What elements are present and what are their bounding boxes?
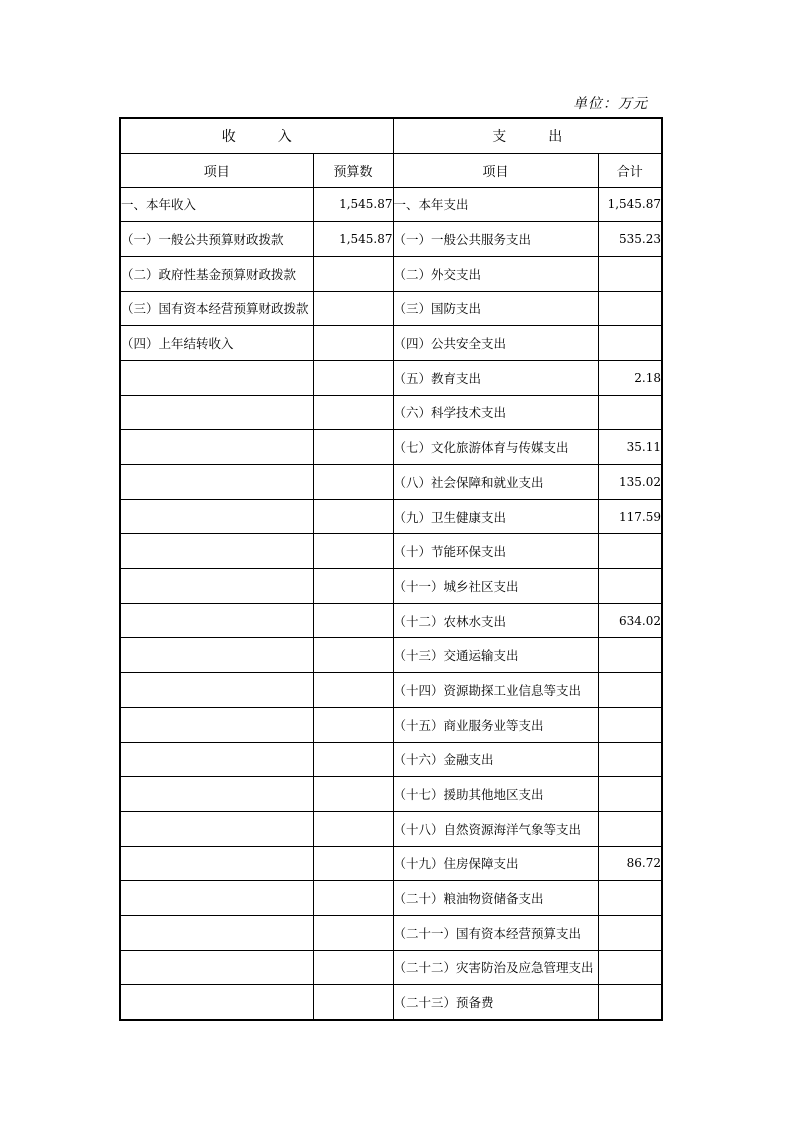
income-amount-column-header: 预算数 <box>313 153 393 187</box>
table-row <box>120 534 662 569</box>
income-amount-cell <box>313 291 393 326</box>
expense-item-cell: （十五）商业服务业等支出 <box>393 707 598 742</box>
table-row <box>120 881 662 916</box>
income-amount-cell <box>313 915 393 950</box>
expense-item-cell: 一、本年支出 <box>393 187 598 222</box>
section-header-row <box>120 118 662 153</box>
income-amount-cell <box>313 569 393 604</box>
expense-amount-cell: 86.72 <box>598 846 662 881</box>
expense-amount-cell <box>598 742 662 777</box>
expense-amount-cell <box>598 326 662 361</box>
income-item-cell <box>120 846 313 881</box>
income-item-cell <box>120 395 313 430</box>
unit-label: 单位：万元 <box>573 96 648 112</box>
income-item-column-header: 项目 <box>120 153 313 187</box>
income-item-cell <box>120 777 313 812</box>
expense-amount-cell <box>598 638 662 673</box>
table-row <box>120 465 662 500</box>
expense-item-cell: （十七）援助其他地区支出 <box>393 777 598 812</box>
income-item-cell <box>120 673 313 708</box>
table-row <box>120 603 662 638</box>
table-row <box>120 673 662 708</box>
income-amount-cell <box>313 777 393 812</box>
expense-item-cell: （七）文化旅游体育与传媒支出 <box>393 430 598 465</box>
expense-section-header: 支 出 <box>393 118 662 153</box>
expense-amount-cell <box>598 915 662 950</box>
expense-item-cell: （二十三）预备费 <box>393 985 598 1020</box>
income-amount-cell <box>313 395 393 430</box>
table-row <box>120 950 662 985</box>
expense-amount-cell: 535.23 <box>598 222 662 257</box>
income-amount-cell <box>313 326 393 361</box>
income-amount-cell <box>313 430 393 465</box>
income-amount-cell <box>313 985 393 1020</box>
income-amount-cell <box>313 360 393 395</box>
table-row <box>120 742 662 777</box>
income-item-cell <box>120 985 313 1020</box>
expense-item-cell: （八）社会保障和就业支出 <box>393 465 598 500</box>
expense-item-cell: （二十）粮油物资储备支出 <box>393 881 598 916</box>
expense-amount-cell: 2.18 <box>598 360 662 395</box>
table-row <box>120 395 662 430</box>
expense-item-cell: （十六）金融支出 <box>393 742 598 777</box>
income-amount-cell <box>313 465 393 500</box>
expense-item-cell: （九）卫生健康支出 <box>393 499 598 534</box>
expense-amount-column-header: 合计 <box>598 153 662 187</box>
expense-item-cell: （三）国防支出 <box>393 291 598 326</box>
expense-item-cell: （六）科学技术支出 <box>393 395 598 430</box>
income-item-cell <box>120 569 313 604</box>
income-amount-cell <box>313 846 393 881</box>
income-amount-cell: 1,545.87 <box>313 187 393 222</box>
expense-amount-cell <box>598 881 662 916</box>
expense-item-cell: （十四）资源勘探工业信息等支出 <box>393 673 598 708</box>
expense-item-cell: （十二）农林水支出 <box>393 603 598 638</box>
table-row <box>120 326 662 361</box>
table-row <box>120 811 662 846</box>
income-item-cell: （三）国有资本经营预算财政拨款 <box>120 291 313 326</box>
table-row <box>120 638 662 673</box>
income-amount-cell <box>313 673 393 708</box>
budget-table <box>119 117 663 1021</box>
expense-amount-cell <box>598 673 662 708</box>
table-row <box>120 707 662 742</box>
income-item-cell: 一、本年收入 <box>120 187 313 222</box>
income-amount-cell <box>313 534 393 569</box>
expense-amount-cell <box>598 707 662 742</box>
expense-item-cell: （十三）交通运输支出 <box>393 638 598 673</box>
income-amount-cell <box>313 811 393 846</box>
table-row <box>120 291 662 326</box>
expense-amount-cell: 1,545.87 <box>598 187 662 222</box>
income-item-cell <box>120 534 313 569</box>
expense-item-cell: （二十二）灾害防治及应急管理支出 <box>393 950 598 985</box>
income-amount-cell <box>313 256 393 291</box>
expense-amount-cell <box>598 534 662 569</box>
income-item-cell <box>120 430 313 465</box>
table-row <box>120 499 662 534</box>
expense-amount-cell: 634.02 <box>598 603 662 638</box>
expense-amount-cell: 35.11 <box>598 430 662 465</box>
income-item-cell <box>120 742 313 777</box>
table-row <box>120 187 662 222</box>
table-row <box>120 569 662 604</box>
expense-amount-cell: 117.59 <box>598 499 662 534</box>
table-body <box>120 187 662 1020</box>
expense-item-cell: （十一）城乡社区支出 <box>393 569 598 604</box>
table-row <box>120 430 662 465</box>
income-item-cell: （二）政府性基金预算财政拨款 <box>120 256 313 291</box>
income-amount-cell <box>313 603 393 638</box>
income-item-cell: （四）上年结转收入 <box>120 326 313 361</box>
income-item-cell <box>120 811 313 846</box>
expense-item-cell: （十）节能环保支出 <box>393 534 598 569</box>
expense-amount-cell <box>598 291 662 326</box>
income-amount-cell <box>313 499 393 534</box>
income-amount-cell <box>313 881 393 916</box>
table-row <box>120 915 662 950</box>
income-item-cell <box>120 950 313 985</box>
expense-amount-cell <box>598 395 662 430</box>
income-amount-cell <box>313 638 393 673</box>
expense-item-cell: （二）外交支出 <box>393 256 598 291</box>
income-amount-cell <box>313 950 393 985</box>
expense-amount-cell <box>598 985 662 1020</box>
expense-amount-cell <box>598 569 662 604</box>
expense-item-cell: （十八）自然资源海洋气象等支出 <box>393 811 598 846</box>
expense-item-cell: （一）一般公共服务支出 <box>393 222 598 257</box>
expense-item-cell: （十九）住房保障支出 <box>393 846 598 881</box>
income-amount-cell: 1,545.87 <box>313 222 393 257</box>
expense-amount-cell <box>598 950 662 985</box>
table-row <box>120 360 662 395</box>
expense-item-cell: （四）公共安全支出 <box>393 326 598 361</box>
income-item-cell <box>120 915 313 950</box>
table-row <box>120 222 662 257</box>
expense-amount-cell: 135.02 <box>598 465 662 500</box>
table-row <box>120 985 662 1020</box>
income-item-cell <box>120 360 313 395</box>
expense-item-cell: （五）教育支出 <box>393 360 598 395</box>
income-item-cell <box>120 465 313 500</box>
income-item-cell <box>120 707 313 742</box>
expense-amount-cell <box>598 811 662 846</box>
income-amount-cell <box>313 707 393 742</box>
expense-amount-cell <box>598 256 662 291</box>
income-section-header: 收 入 <box>120 118 393 153</box>
expense-item-cell: （二十一）国有资本经营预算支出 <box>393 915 598 950</box>
income-amount-cell <box>313 742 393 777</box>
column-header-row <box>120 153 662 187</box>
table-row <box>120 777 662 812</box>
table-row <box>120 846 662 881</box>
expense-item-column-header: 项目 <box>393 153 598 187</box>
income-item-cell: （一）一般公共预算财政拨款 <box>120 222 313 257</box>
income-item-cell <box>120 638 313 673</box>
income-item-cell <box>120 603 313 638</box>
income-item-cell <box>120 881 313 916</box>
table-row <box>120 256 662 291</box>
expense-amount-cell <box>598 777 662 812</box>
income-item-cell <box>120 499 313 534</box>
